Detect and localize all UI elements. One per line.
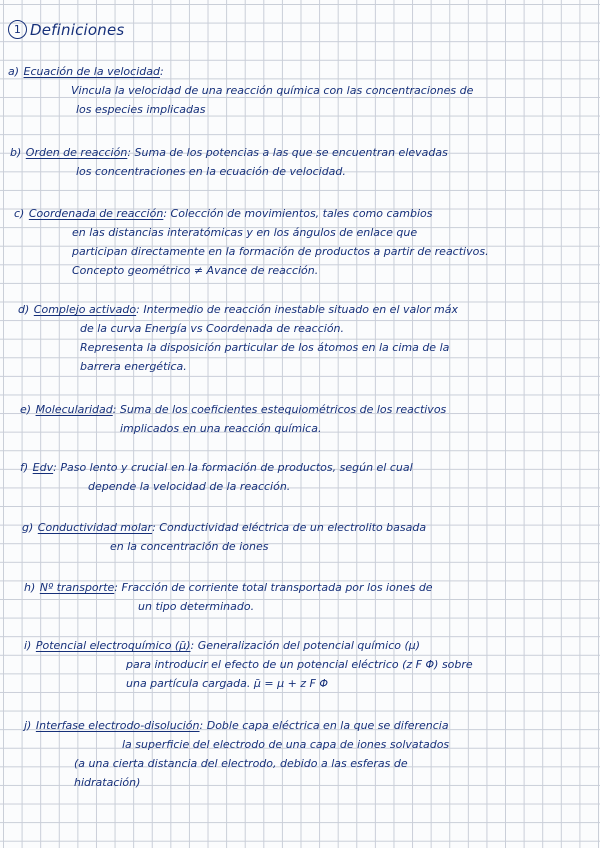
definition-text: Generalización del potencial químico (μ) [194, 639, 421, 652]
definition-text: Paso lento y crucial en la formación de productos, según el cual [56, 461, 413, 474]
definition-text: Colección de movimientos, tales como cambios [167, 207, 433, 220]
definition-text: hidratación) [74, 776, 141, 789]
definition-label: j) [24, 719, 32, 732]
definition-text: Fracción de corriente total transportada por los iones de [118, 581, 433, 594]
definition-term: Orden de reacción [25, 146, 128, 159]
heading-number: 1 [8, 20, 27, 39]
definition-d: d) Complejo activado: Intermedio de reacción inestable situado en el valor máx de la curva Energía vs Coordenada de reacción. Representa la disposición particular de los átomos en la cima de la barrera energética. [18, 300, 458, 376]
definition-label: i) [24, 639, 32, 652]
definition-text: los concentraciones en la ecuación de velocidad. [76, 165, 346, 178]
definition-text: Doble capa eléctrica en la que se diferencia [203, 719, 449, 732]
definition-label: a) [8, 65, 20, 78]
definition-term: Edv [32, 461, 54, 474]
definition-term: Interfase electrodo-disolución [35, 719, 200, 732]
definition-text: Intermedio de reacción inestable situado en el valor máx [139, 303, 459, 316]
definition-label: e) [20, 403, 32, 416]
definition-text: Conductividad eléctrica de un electrolito basada [155, 521, 427, 534]
definition-label: d) [18, 303, 30, 316]
definition-label: c) [14, 207, 25, 220]
definition-i: i) Potencial electroquímico (μ̄): Generalización del potencial químico (μ) para introducir el efecto de un potencial eléctrico (z F Φ) sobre una partícula cargada. μ̄ = μ + z F Φ [24, 636, 473, 693]
definition-text: Concepto geométrico ≠ Avance de reacción. [72, 264, 319, 277]
definition-label: f) [20, 461, 29, 474]
definition-j: j) Interfase electrodo-disolución: Doble capa eléctrica en la que se diferencia la superficie del electrodo de una capa de iones solvatados (a una cierta distancia del electrodo, debido a las esferas de hidratación) [24, 716, 449, 792]
definition-label: h) [24, 581, 36, 594]
definition-g: g) Conductividad molar: Conductividad eléctrica de un electrolito basada en la concentración de iones [22, 518, 426, 556]
definition-text: barrera energética. [80, 360, 187, 373]
definition-b: b) Orden de reacción: Suma de los potencias a las que se encuentran elevadas los concentraciones en la ecuación de velocidad. [10, 143, 448, 181]
definition-h: h) Nº transporte: Fracción de corriente total transportada por los iones de un tipo determinado. [24, 578, 433, 616]
definition-c: c) Coordenada de reacción: Colección de movimientos, tales como cambios en las distancias interatómicas y en los ángulos de enlace que participan directamente en la formación de productos a partir de reactivos. Concepto geométrico ≠ Avance de reacción. [14, 204, 489, 280]
definition-text: participan directamente en la formación de productos a partir de reactivos. [72, 245, 489, 258]
definition-term: Complejo activado [33, 303, 137, 316]
heading-title: Definiciones [30, 20, 125, 39]
definition-f: f) Edv: Paso lento y crucial en la formación de productos, según el cual depende la velocidad de la reacción. [20, 458, 413, 496]
definition-text: de la curva Energía vs Coordenada de reacción. [80, 322, 345, 335]
definition-term: Nº transporte [39, 581, 115, 594]
definition-a: a) Ecuación de la velocidad: Vincula la velocidad de una reacción química con las concentraciones de los especies implicadas [8, 62, 473, 119]
definition-text: un tipo determinado. [138, 600, 255, 613]
definition-label: b) [10, 146, 22, 159]
definition-text: en la concentración de iones [110, 540, 269, 553]
definition-term: Ecuación de la velocidad [23, 65, 160, 78]
definition-text: Suma de los coeficientes estequiométricos de los reactivos [116, 403, 447, 416]
definition-term: Coordenada de reacción [28, 207, 164, 220]
definition-text: Representa la disposición particular de los átomos en la cima de la [80, 341, 450, 354]
definition-text: Vincula la velocidad de una reacción química con las concentraciones de [71, 84, 474, 97]
definition-term: Molecularidad [35, 403, 113, 416]
definition-text: (a una cierta distancia del electrodo, debido a las esferas de [74, 757, 408, 770]
definition-text: Suma de los potencias a las que se encuentran elevadas [131, 146, 448, 159]
definition-text: para introducir el efecto de un potencial eléctrico (z F Φ) sobre [126, 658, 473, 671]
definition-text: implicados en una reacción química. [120, 422, 322, 435]
definition-text: una partícula cargada. μ̄ = μ + z F Φ [126, 677, 329, 690]
page-heading [8, 20, 124, 39]
definition-text: la superficie del electrodo de una capa de iones solvatados [122, 738, 450, 751]
definition-text: los especies implicadas [76, 103, 206, 116]
definition-text: en las distancias interatómicas y en los ángulos de enlace que [72, 226, 418, 239]
definition-label: g) [22, 521, 34, 534]
definition-term: Potencial electroquímico (μ̄) [35, 639, 191, 652]
definition-text: depende la velocidad de la reacción. [88, 480, 291, 493]
definition-term: Conductividad molar [37, 521, 153, 534]
definition-e: e) Molecularidad: Suma de los coeficientes estequiométricos de los reactivos implicados en una reacción química. [20, 400, 446, 438]
